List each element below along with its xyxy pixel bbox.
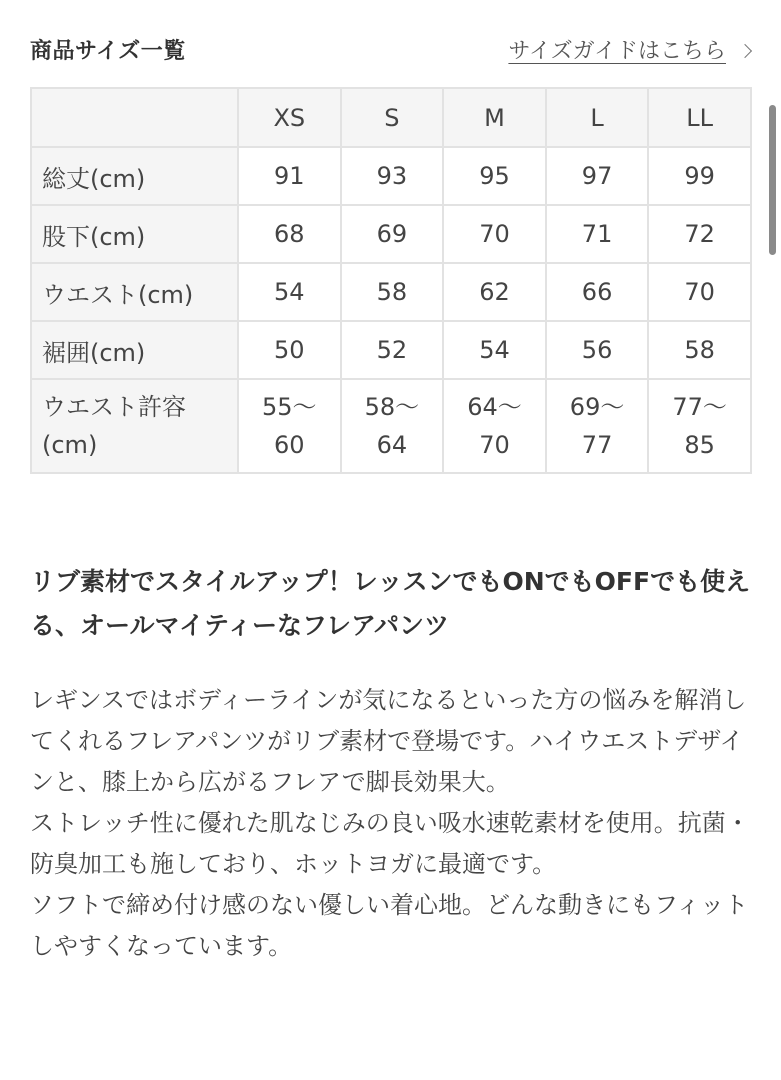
table-cell: 68 (238, 205, 341, 263)
cell-line: 55〜 (262, 393, 317, 421)
size-table (30, 87, 752, 474)
table-cell: 91 (238, 147, 341, 205)
table-cell (238, 379, 341, 473)
cell-line: 85 (684, 431, 715, 459)
table-cell: 50 (238, 321, 341, 379)
table-cell: 71 (546, 205, 649, 263)
size-header-row (31, 88, 751, 147)
cell-line: 64 (376, 431, 408, 459)
table-cell: 70 (648, 263, 751, 321)
table-row (31, 263, 751, 321)
size-header-ll: LL (648, 88, 751, 147)
cell-line: 70 (479, 431, 510, 459)
table-cell: 54 (443, 321, 546, 379)
table-cell: 72 (648, 205, 751, 263)
table-row (31, 321, 751, 379)
product-description: レギンスではボディーラインが気になるといった方の悩みを解消してくれるフレアパンツがリブ素材で登場です。ハイウエストデザインと、膝上から広がるフレアで脚長効果大。 ストレッチ性に優れた肌なじみの良い吸水速乾素材を使用。抗菌・防臭加工も施しており、ホットヨガに最適です。 ソフトで締め付け感のない優しい着心地。どんな動きにもフィットしやすくなっています。 (30, 686, 750, 960)
table-cell: 58 (341, 263, 444, 321)
table-cell: 56 (546, 321, 649, 379)
table-cell: 95 (443, 147, 546, 205)
table-cell: 99 (648, 147, 751, 205)
size-header-l: L (546, 88, 649, 147)
row-label-line: ウエスト許容 (42, 393, 186, 421)
size-header-xs: XS (238, 88, 341, 147)
table-cell: 93 (341, 147, 444, 205)
table-cell: 70 (443, 205, 546, 263)
table-cell: 97 (546, 147, 649, 205)
chevron-right-icon[interactable] (738, 43, 752, 57)
scrollbar-thumb[interactable] (769, 105, 776, 255)
size-list-header (30, 30, 750, 70)
size-guide-link[interactable] (508, 34, 750, 65)
section-title: 商品サイズ一覧 (30, 39, 186, 64)
row-label-waist-allowance (31, 379, 238, 473)
size-header-m: M (443, 88, 546, 147)
table-cell: 58 (648, 321, 751, 379)
table-cell (648, 379, 751, 473)
size-guide-link-text[interactable]: サイズガイドはこちら (508, 39, 726, 64)
table-row-waist-allowance (31, 379, 751, 473)
row-label-hem: 裾囲(cm) (31, 321, 238, 379)
table-cell: 54 (238, 263, 341, 321)
table-cell: 62 (443, 263, 546, 321)
row-label-line: (cm) (42, 431, 98, 459)
cell-line: 77〜 (672, 393, 727, 421)
table-cell: 52 (341, 321, 444, 379)
table-cell: 69 (341, 205, 444, 263)
table-cell: 66 (546, 263, 649, 321)
size-header-s: S (341, 88, 444, 147)
cell-line: 69〜 (569, 393, 625, 421)
table-cell (443, 379, 546, 473)
table-row (31, 147, 751, 205)
row-label-inseam: 股下(cm) (31, 205, 238, 263)
cell-line: 64〜 (467, 393, 522, 421)
header-corner-cell (31, 88, 238, 147)
cell-line: 60 (274, 431, 305, 459)
row-label-total-length: 総丈(cm) (31, 147, 238, 205)
cell-line: 77 (581, 431, 613, 459)
product-headline: リブ素材でスタイルアップ！レッスンでもONでもOFFでも使える、オールマイティーなフレアパンツ (30, 567, 751, 640)
table-cell (341, 379, 444, 473)
row-label-waist: ウエスト(cm) (31, 263, 238, 321)
cell-line: 58〜 (364, 393, 420, 421)
table-cell (546, 379, 649, 473)
table-row (31, 205, 751, 263)
